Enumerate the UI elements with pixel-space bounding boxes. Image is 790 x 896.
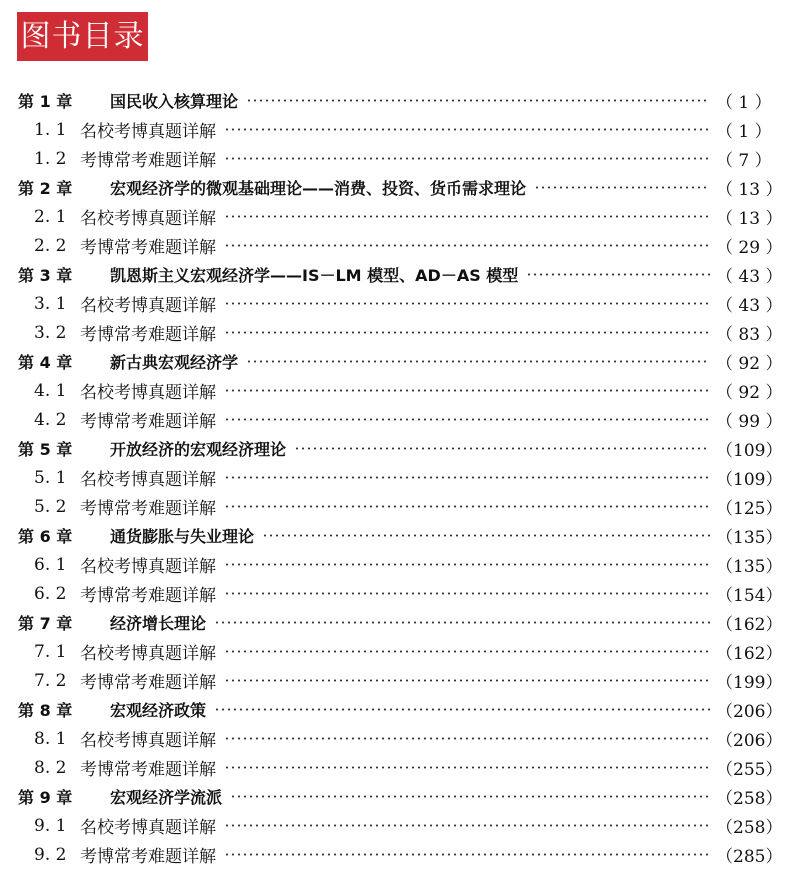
section-title: 考博常考难题详解 (80, 499, 216, 519)
toc-section-row[interactable] (0, 202, 790, 231)
chapter-number: 第 6 章 (18, 527, 73, 546)
section-title: 考博常考难题详解 (80, 238, 216, 258)
dot-leader (224, 592, 710, 595)
section-title: 名校考博真题详解 (80, 122, 216, 142)
dot-leader (214, 708, 710, 711)
dot-leader (224, 128, 710, 131)
section-number: 9. 2 (34, 844, 67, 865)
dot-leader (224, 331, 710, 334)
dot-leader (224, 824, 710, 827)
dot-leader (230, 795, 710, 798)
toc-chapter-row[interactable] (0, 608, 790, 637)
table-of-contents (0, 86, 790, 869)
page-number: （ 13 ） (716, 180, 783, 200)
chapter-title: 凯恩斯主义宏观经济学——IS－LM 模型、AD－AS 模型 (110, 266, 519, 285)
dot-leader (534, 186, 710, 189)
toc-section-row[interactable] (0, 405, 790, 434)
section-title: 考博常考难题详解 (80, 847, 216, 867)
chapter-title: 通货膨胀与失业理论 (110, 527, 255, 546)
toc-section-row[interactable] (0, 376, 790, 405)
section-title: 考博常考难题详解 (80, 151, 216, 171)
chapter-title: 宏观经济学流派 (110, 788, 223, 807)
toc-section-row[interactable] (0, 463, 790, 492)
dot-leader (224, 505, 710, 508)
page-number: （206） (716, 702, 783, 722)
chapter-number: 第 4 章 (18, 353, 73, 372)
dot-leader (224, 679, 710, 682)
toc-section-row[interactable] (0, 115, 790, 144)
dot-leader (224, 389, 710, 392)
dot-leader (224, 215, 710, 218)
dot-leader (526, 273, 710, 276)
section-number: 4. 2 (34, 409, 67, 430)
dot-leader (224, 418, 710, 421)
section-number: 6. 2 (34, 583, 67, 604)
chapter-title: 开放经济的宏观经济理论 (110, 440, 287, 459)
page-number: （258） (716, 789, 783, 809)
dot-leader (224, 853, 710, 856)
toc-section-row[interactable] (0, 724, 790, 753)
toc-section-row[interactable] (0, 289, 790, 318)
toc-section-row[interactable] (0, 666, 790, 695)
page-number: （ 99 ） (716, 412, 783, 432)
section-number: 7. 1 (34, 641, 67, 662)
section-title: 考博常考难题详解 (80, 760, 216, 780)
page-number: （ 1 ） (716, 93, 772, 113)
toc-section-row[interactable] (0, 753, 790, 782)
toc-section-row[interactable] (0, 318, 790, 347)
chapter-number: 第 2 章 (18, 179, 73, 198)
dot-leader (224, 157, 710, 160)
toc-chapter-row[interactable] (0, 521, 790, 550)
chapter-title: 宏观经济学的微观基础理论——消费、投资、货币需求理论 (110, 179, 527, 198)
toc-chapter-row[interactable] (0, 260, 790, 289)
toc-chapter-row[interactable] (0, 434, 790, 463)
toc-section-row[interactable] (0, 550, 790, 579)
section-number: 5. 2 (34, 496, 67, 517)
page-number: （154） (716, 586, 783, 606)
section-title: 名校考博真题详解 (80, 644, 216, 664)
section-number: 2. 2 (34, 235, 67, 256)
toc-section-row[interactable] (0, 492, 790, 521)
section-number: 5. 1 (34, 467, 67, 488)
section-number: 2. 1 (34, 206, 67, 227)
toc-section-row[interactable] (0, 579, 790, 608)
page-number: （206） (716, 731, 783, 751)
page-number: （135） (716, 528, 783, 548)
page-number: （125） (716, 499, 783, 519)
section-title: 考博常考难题详解 (80, 325, 216, 345)
page-number: （ 83 ） (716, 325, 783, 345)
page-number: （135） (716, 557, 783, 577)
section-number: 8. 1 (34, 728, 67, 749)
section-number: 9. 1 (34, 815, 67, 836)
toc-chapter-row[interactable] (0, 782, 790, 811)
page-number: （255） (716, 760, 783, 780)
section-number: 1. 2 (34, 148, 67, 169)
section-title: 名校考博真题详解 (80, 209, 216, 229)
dot-leader (224, 244, 710, 247)
toc-section-row[interactable] (0, 144, 790, 173)
page-number: （ 43 ） (716, 296, 783, 316)
toc-chapter-row[interactable] (0, 347, 790, 376)
dot-leader (262, 534, 710, 537)
toc-section-row[interactable] (0, 840, 790, 869)
page-number: （162） (716, 644, 783, 664)
page-number: （ 43 ） (716, 267, 783, 287)
dot-leader (224, 302, 710, 305)
dot-leader (246, 99, 710, 102)
page-number: （ 92 ） (716, 383, 783, 403)
page-title: 图书目录 (17, 12, 148, 61)
chapter-number: 第 9 章 (18, 788, 73, 807)
section-title: 名校考博真题详解 (80, 731, 216, 751)
section-number: 3. 2 (34, 322, 67, 343)
section-number: 4. 1 (34, 380, 67, 401)
section-title: 考博常考难题详解 (80, 673, 216, 693)
chapter-title: 宏观经济政策 (110, 701, 207, 720)
section-title: 名校考博真题详解 (80, 557, 216, 577)
page-number: （285） (716, 847, 783, 867)
page-number: （ 13 ） (716, 209, 783, 229)
toc-section-row[interactable] (0, 811, 790, 840)
section-title: 名校考博真题详解 (80, 383, 216, 403)
section-title: 考博常考难题详解 (80, 586, 216, 606)
toc-section-row[interactable] (0, 637, 790, 666)
toc-chapter-row[interactable] (0, 173, 790, 202)
page-number: （109） (716, 441, 783, 461)
chapter-title: 新古典宏观经济学 (110, 353, 239, 372)
chapter-number: 第 7 章 (18, 614, 73, 633)
chapter-number: 第 8 章 (18, 701, 73, 720)
dot-leader (246, 360, 710, 363)
chapter-number: 第 1 章 (18, 92, 73, 111)
page-number: （258） (716, 818, 783, 838)
dot-leader (224, 650, 710, 653)
chapter-title: 国民收入核算理论 (110, 92, 239, 111)
toc-section-row[interactable] (0, 231, 790, 260)
page-number: （ 29 ） (716, 238, 783, 258)
page-number: （199） (716, 673, 783, 693)
dot-leader (224, 476, 710, 479)
dot-leader (214, 621, 710, 624)
dot-leader (224, 563, 710, 566)
page-number: （ 1 ） (716, 122, 772, 142)
section-title: 名校考博真题详解 (80, 818, 216, 838)
dot-leader (224, 766, 710, 769)
page-number: （ 7 ） (716, 151, 772, 171)
section-title: 名校考博真题详解 (80, 296, 216, 316)
section-number: 7. 2 (34, 670, 67, 691)
section-number: 8. 2 (34, 757, 67, 778)
section-title: 考博常考难题详解 (80, 412, 216, 432)
page-number: （ 92 ） (716, 354, 783, 374)
dot-leader (294, 447, 710, 450)
page-number: （109） (716, 470, 783, 490)
toc-chapter-row[interactable] (0, 86, 790, 115)
section-number: 1. 1 (34, 119, 67, 140)
toc-chapter-row[interactable] (0, 695, 790, 724)
section-title: 名校考博真题详解 (80, 470, 216, 490)
section-number: 3. 1 (34, 293, 67, 314)
chapter-number: 第 5 章 (18, 440, 73, 459)
section-number: 6. 1 (34, 554, 67, 575)
dot-leader (224, 737, 710, 740)
chapter-title: 经济增长理论 (110, 614, 207, 633)
page-number: （162） (716, 615, 783, 635)
chapter-number: 第 3 章 (18, 266, 73, 285)
